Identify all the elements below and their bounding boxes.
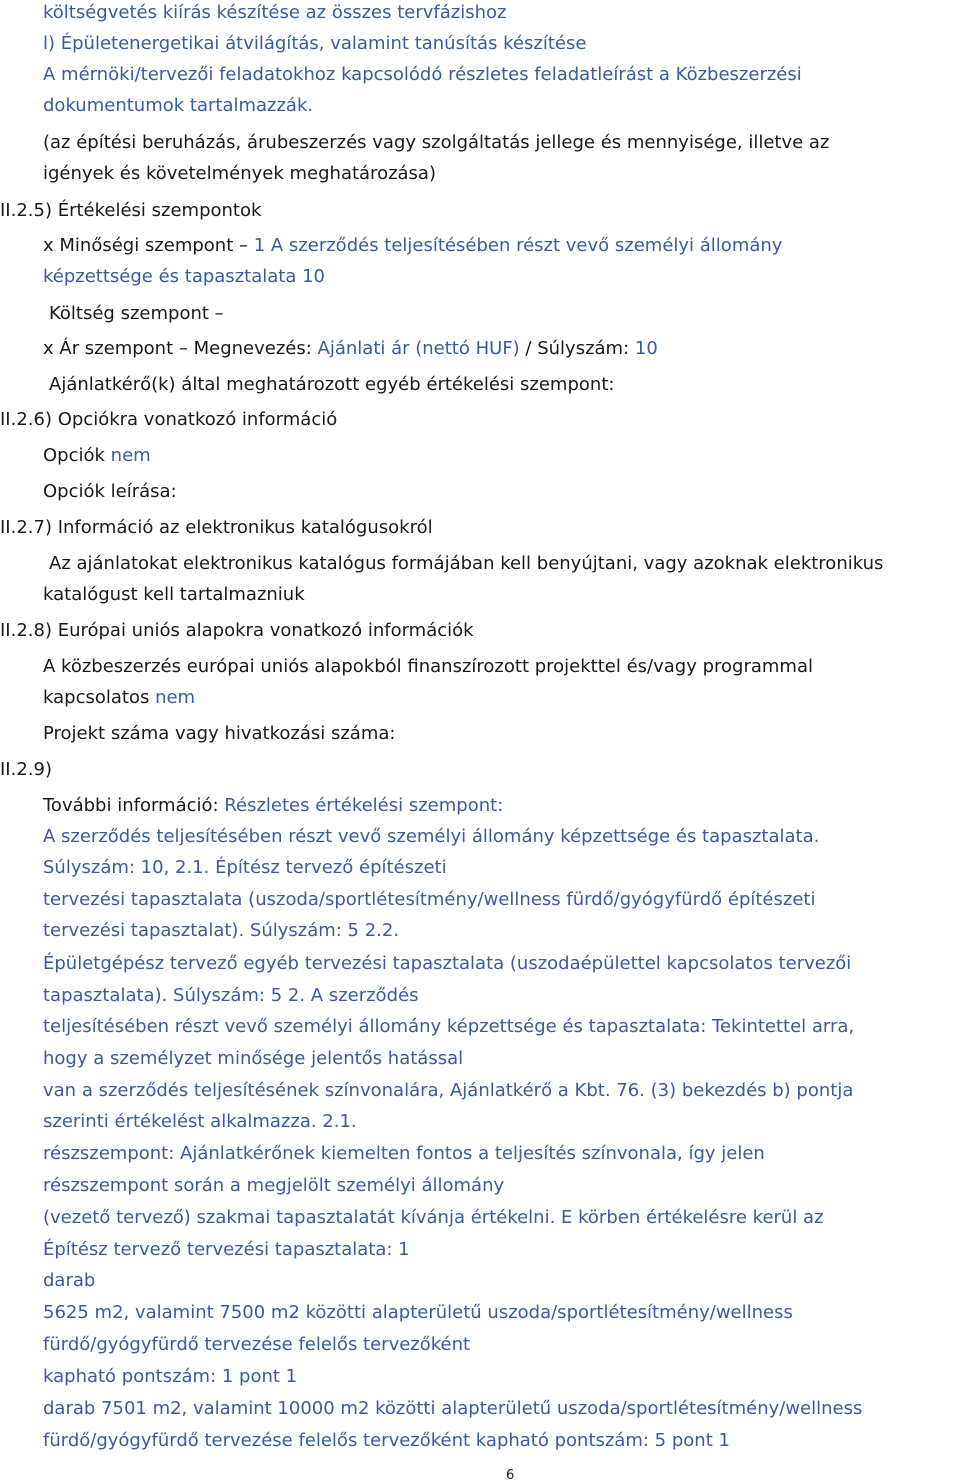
text-line: Az ajánlatokat elektronikus katalógus formájában kell benyújtani, vagy azoknak elektronikus: [49, 553, 884, 574]
options-line: [43, 445, 151, 467]
options-label: Opciók: [43, 445, 111, 466]
eu-funds-line: [43, 687, 195, 709]
section-heading: II.2.9): [0, 759, 52, 780]
info-line: részszempont: Ajánlatkérőnek kiemelten fontos a teljesítés színvonala, így jelen: [43, 1143, 765, 1164]
info-line: 5625 m2, valamint 7500 m2 közötti alapterületű uszoda/sportlétesítmény/wellness: [43, 1302, 793, 1323]
additional-info: [43, 795, 503, 817]
options-value: nem: [110, 445, 151, 466]
quality-label: x Minőségi szempont –: [43, 235, 254, 256]
price-value: Ajánlati ár (nettó HUF): [317, 338, 520, 359]
info-line: darab 7501 m2, valamint 10000 m2 közötti alapterületű uszoda/sportlétesítmény/wellness: [43, 1398, 863, 1419]
info-line: hogy a személyzet minősége jelentős hatással: [43, 1048, 464, 1069]
info-line: tervezési tapasztalata (uszoda/sportlétesítmény/wellness fürdő/gyógyfürdő építészeti: [43, 889, 816, 910]
info-line: Súlyszám: 10, 2.1. Építész tervező építészeti: [43, 857, 447, 878]
quality-value-cont: képzettsége és tapasztalata 10: [43, 266, 325, 287]
text-line: igények és követelmények meghatározása): [43, 163, 436, 184]
page-number: 6: [506, 1468, 515, 1483]
info-line: tapasztalata). Súlyszám: 5 2. A szerződés: [43, 985, 419, 1006]
text-line: költségvetés kiírás készítése az összes tervfázishoz: [43, 2, 507, 23]
text-line: Projekt száma vagy hivatkozási száma:: [43, 723, 396, 744]
other-criterion: Ajánlatkérő(k) által meghatározott egyéb értékelési szempont:: [49, 374, 615, 395]
quality-criterion: [43, 235, 782, 257]
info-line: szerinti értékelést alkalmazza. 2.1.: [43, 1111, 357, 1132]
cost-criterion: Költség szempont –: [49, 303, 224, 324]
eu-funds-value: nem: [155, 687, 196, 708]
info-line: részszempont során a megjelölt személyi állomány: [43, 1175, 505, 1196]
info-line: tervezési tapasztalat). Súlyszám: 5 2.2.: [43, 920, 400, 941]
info-line: kapható pontszám: 1 pont 1: [43, 1366, 298, 1387]
text-line: l) Épületenergetikai átvilágítás, valamint tanúsítás készítése: [43, 33, 587, 54]
section-heading: II.2.8) Európai uniós alapokra vonatkozó információk: [0, 620, 474, 641]
info-line: teljesítésében részt vevő személyi állomány képzettsége és tapasztalata: Tekintettel arra,: [43, 1016, 855, 1037]
text-line: A mérnöki/tervezői feladatokhoz kapcsolódó részletes feladatleírást a Közbeszerzési: [43, 64, 802, 85]
eu-funds-label: kapcsolatos: [43, 687, 156, 708]
section-heading: II.2.6) Opciókra vonatkozó információ: [0, 409, 338, 430]
info-line: (vezető tervező) szakmai tapasztalatát kívánja értékelni. E körben értékelésre kerül az: [43, 1207, 824, 1228]
info-line: A szerződés teljesítésében részt vevő személyi állomány képzettsége és tapasztalata.: [43, 826, 820, 847]
text-line: katalógust kell tartalmazniuk: [43, 584, 305, 605]
price-sep: / Súlyszám:: [519, 338, 635, 359]
price-label: x Ár szempont – Megnevezés:: [43, 338, 318, 359]
quality-value: 1 A szerződés teljesítésében részt vevő személyi állomány: [253, 235, 783, 256]
text-line: dokumentumok tartalmazzák.: [43, 95, 314, 116]
section-heading: II.2.5) Értékelési szempontok: [0, 200, 262, 221]
price-criterion: [43, 338, 658, 360]
info-line: van a szerződés teljesítésének színvonalára, Ajánlatkérő a Kbt. 76. (3) bekezdés b) pontja: [43, 1080, 854, 1101]
options-desc: Opciók leírása:: [43, 481, 177, 502]
price-weight: 10: [634, 338, 658, 359]
additional-info-value: Részletes értékelési szempont:: [224, 795, 504, 816]
info-line: fürdő/gyógyfürdő tervezése felelős tervezőként: [43, 1334, 471, 1355]
info-line: darab: [43, 1270, 96, 1291]
text-line: A közbeszerzés európai uniós alapokból finanszírozott projekttel és/vagy programmal: [43, 656, 813, 677]
info-line: fürdő/gyógyfürdő tervezése felelős tervezőként kapható pontszám: 5 pont 1: [43, 1430, 730, 1451]
info-line: Építész tervező tervezési tapasztalata: 1: [43, 1239, 410, 1260]
text-line: (az építési beruházás, árubeszerzés vagy szolgáltatás jellege és mennyisége, illetve az: [43, 132, 830, 153]
info-line: Épületgépész tervező egyéb tervezési tapasztalata (uszodaépülettel kapcsolatos tervezői: [43, 953, 852, 974]
additional-info-label: További információ:: [43, 795, 225, 816]
section-heading: II.2.7) Információ az elektronikus katalógusokról: [0, 517, 433, 538]
